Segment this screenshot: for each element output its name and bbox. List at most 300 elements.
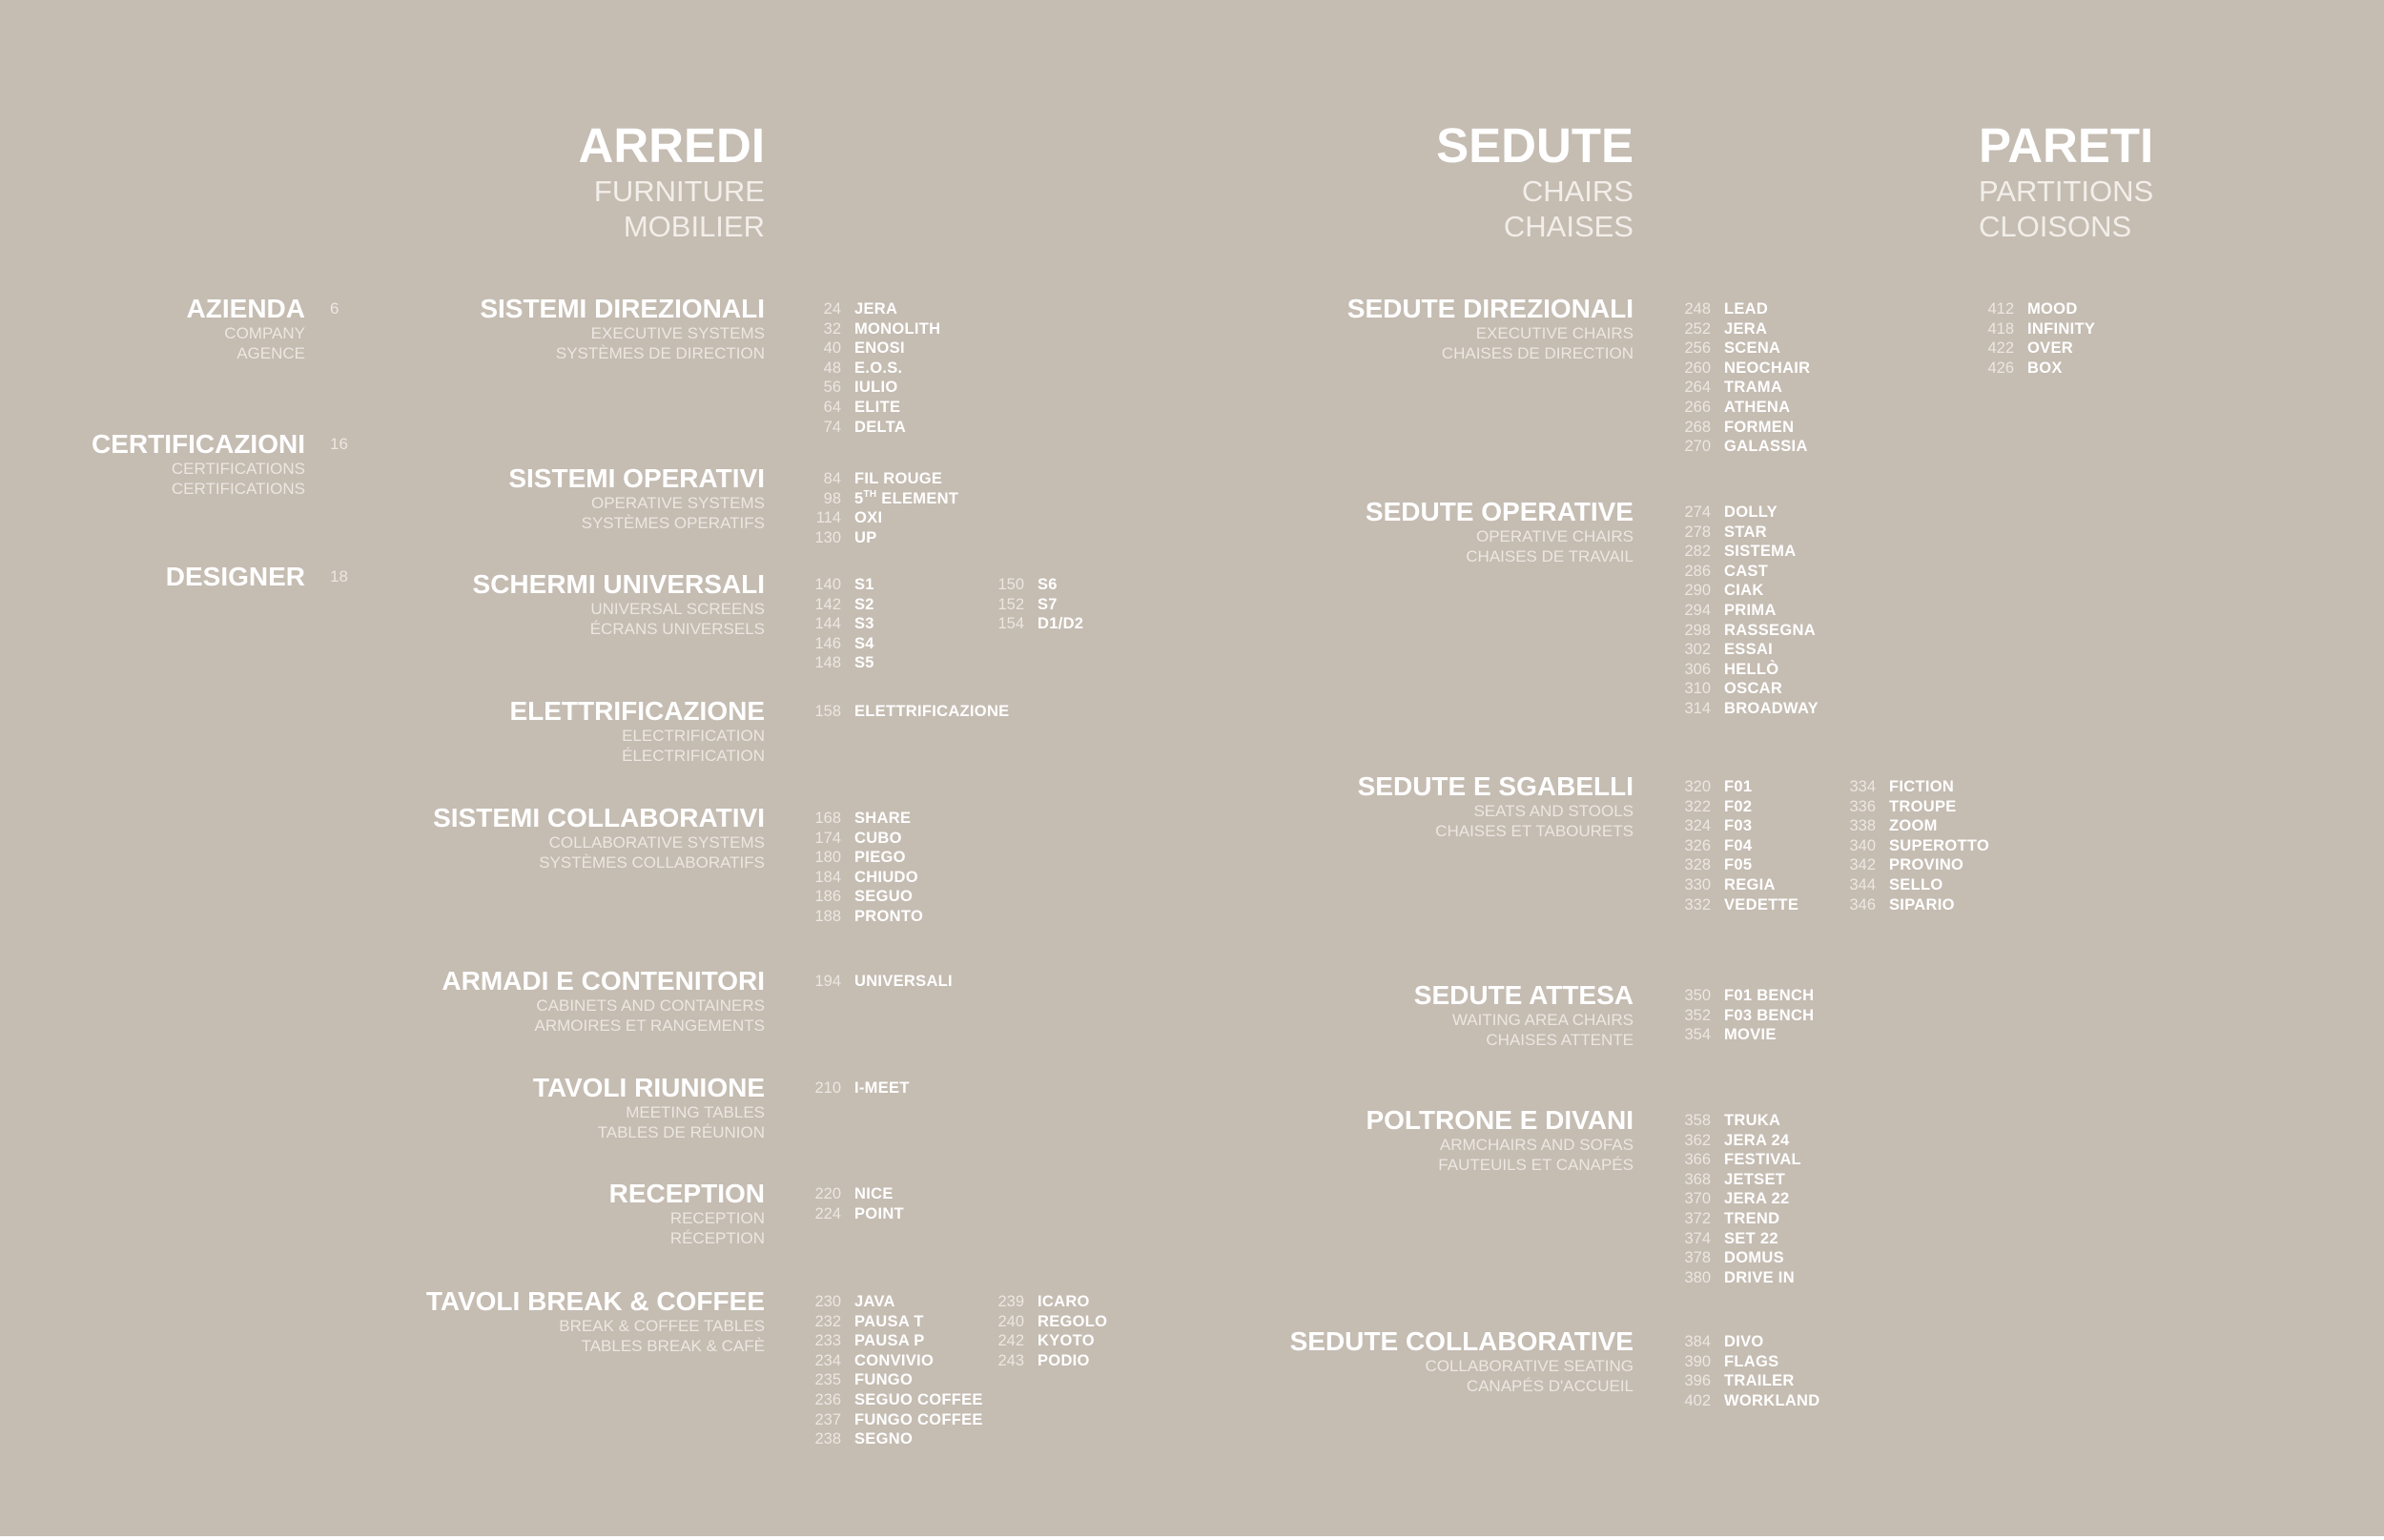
item-name: OSCAR	[1724, 680, 1783, 698]
list-item[interactable]	[1671, 1371, 1819, 1391]
item-name: MOOD	[2027, 300, 2078, 318]
list-reception	[801, 1184, 904, 1223]
section-sedute-direzionali[interactable]	[1347, 295, 1634, 363]
item-name: KYOTO	[1038, 1332, 1095, 1350]
item-name: ELETTRIFICAZIONE	[854, 703, 1010, 720]
item-name: DRIVE IN	[1724, 1268, 1795, 1286]
item-name: S2	[854, 595, 874, 613]
section-elettrificazione[interactable]	[509, 697, 765, 766]
section-sub-en: BREAK & COFFEE TABLES	[559, 1317, 765, 1335]
item-name: PRONTO	[854, 907, 924, 925]
section-title: DESIGNER	[165, 562, 305, 591]
list-item[interactable]	[1671, 1352, 1819, 1372]
item-name: PODIO	[1038, 1351, 1090, 1369]
list-sedute-operative	[1671, 503, 1819, 719]
list-item[interactable]	[1671, 319, 1810, 339]
item-page-number: 168	[814, 810, 841, 827]
item-name: I-MEET	[854, 1079, 910, 1097]
list-item[interactable]	[1671, 679, 1819, 699]
section-sedute-collaborative[interactable]	[1290, 1327, 1634, 1396]
list-poltrone-divani	[1671, 1111, 1801, 1287]
item-page-number: 338	[1849, 817, 1876, 835]
section-sistemi-collaborativi[interactable]	[433, 804, 765, 873]
item-name: S3	[854, 615, 874, 633]
item-page-number: 298	[1684, 621, 1711, 639]
item-name: INFINITY	[2027, 319, 2096, 338]
header-arredi-en: FURNITURE	[593, 175, 765, 208]
list-item[interactable]	[801, 528, 958, 548]
list-item[interactable]	[801, 868, 923, 888]
list-item[interactable]	[1671, 1332, 1819, 1352]
list-item[interactable]	[801, 1370, 983, 1390]
list-item[interactable]	[1671, 1391, 1819, 1411]
section-reception[interactable]	[609, 1180, 765, 1248]
list-item[interactable]	[1671, 797, 1798, 817]
item-name: MOVIE	[1724, 1026, 1777, 1044]
item-name: VEDETTE	[1724, 895, 1799, 914]
list-item[interactable]	[1671, 398, 1810, 418]
item-page-number: 237	[814, 1410, 841, 1428]
item-page-number: 340	[1849, 836, 1876, 854]
list-item[interactable]	[1974, 299, 2095, 319]
list-item[interactable]	[801, 1410, 983, 1430]
list-item[interactable]	[1974, 319, 2095, 339]
list-item[interactable]	[801, 299, 940, 319]
list-item[interactable]	[1671, 542, 1819, 562]
section-sub-fr: CHAISES DE TRAVAIL	[1466, 547, 1634, 565]
section-sub-en: UNIVERSAL SCREENS	[590, 600, 765, 618]
section-sub-en: ARMCHAIRS AND SOFAS	[1439, 1136, 1634, 1154]
item-name: BOX	[2027, 359, 2063, 377]
item-name: SCENA	[1724, 339, 1781, 358]
list-item[interactable]	[984, 1351, 1107, 1371]
list-item[interactable]	[801, 575, 874, 595]
item-name: TREND	[1724, 1209, 1780, 1227]
item-name: ELITE	[854, 398, 901, 416]
section-poltrone-divani[interactable]	[1366, 1106, 1634, 1175]
item-page-number: 152	[997, 595, 1024, 613]
item-page-number: 346	[1849, 895, 1876, 914]
item-page-number: 266	[1684, 398, 1711, 416]
section-certificazioni[interactable]	[92, 430, 305, 499]
header-arredi-title: ARREDI	[578, 118, 765, 173]
item-name: RASSEGNA	[1724, 621, 1816, 639]
item-page-number: 334	[1849, 778, 1876, 795]
item-page-number: 328	[1684, 856, 1711, 874]
list-item[interactable]	[984, 595, 1083, 615]
item-page-number: 236	[814, 1390, 841, 1408]
item-page-number: 368	[1684, 1170, 1711, 1188]
item-page-number: 426	[1987, 359, 2014, 377]
item-page-number: 380	[1684, 1268, 1711, 1286]
list-sedute-sgabelli	[1671, 777, 1798, 914]
section-title: SISTEMI DIREZIONALI	[480, 294, 765, 323]
section-title: ARMADI E CONTENITORI	[442, 966, 765, 996]
item-name: F01	[1724, 778, 1753, 795]
list-item[interactable]	[801, 634, 874, 654]
item-name: IULIO	[854, 379, 898, 397]
section-title: SISTEMI OPERATIVI	[508, 463, 765, 493]
item-name: DIVO	[1724, 1333, 1764, 1350]
item-name: PRIMA	[1724, 601, 1777, 619]
item-name: SEGUO COFFEE	[854, 1390, 983, 1408]
item-name: SIPARIO	[1889, 895, 1955, 914]
item-name: NICE	[854, 1185, 894, 1202]
list-item[interactable]	[801, 1292, 983, 1312]
section-sub-en: CABINETS AND CONTAINERS	[536, 996, 765, 1015]
item-page-number: 290	[1684, 582, 1711, 600]
list-item[interactable]	[1836, 777, 1989, 797]
list-item[interactable]	[1671, 836, 1798, 856]
item-name: CAST	[1724, 562, 1769, 580]
list-item[interactable]	[1671, 1268, 1801, 1288]
item-name: CUBO	[854, 829, 902, 847]
list-item[interactable]	[801, 489, 958, 509]
list-item[interactable]	[1671, 699, 1819, 719]
item-page-number: 234	[814, 1351, 841, 1369]
list-pareti	[1974, 299, 2095, 378]
section-sub-fr: ÉCRANS UNIVERSELS	[589, 620, 765, 638]
item-name: JERA	[854, 300, 898, 318]
list-item[interactable]	[1671, 895, 1798, 915]
item-page-number: 40	[823, 339, 841, 358]
section-armadi-contenitori[interactable]	[442, 967, 765, 1036]
list-item[interactable]	[984, 1331, 1107, 1351]
list-item[interactable]	[801, 359, 940, 379]
list-item[interactable]	[1671, 816, 1798, 836]
section-tavoli-riunione[interactable]	[533, 1074, 765, 1142]
list-item[interactable]	[801, 339, 940, 359]
item-page-number: 366	[1684, 1151, 1711, 1169]
list-item[interactable]	[1671, 1131, 1801, 1151]
item-page-number: 248	[1684, 300, 1711, 318]
item-page-number: 64	[823, 398, 841, 416]
list-item[interactable]	[801, 809, 923, 829]
list-item[interactable]	[1836, 836, 1989, 856]
section-sub-en: OPERATIVE SYSTEMS	[590, 494, 765, 512]
list-item[interactable]	[1974, 359, 2095, 379]
item-name: ATHENA	[1724, 398, 1791, 416]
item-page-number: 158	[814, 703, 841, 720]
item-name: REGOLO	[1038, 1312, 1108, 1330]
section-sedute-sgabelli[interactable]	[1358, 772, 1634, 841]
list-item[interactable]	[1671, 1150, 1801, 1170]
section-title: ELETTRIFICAZIONE	[509, 696, 765, 726]
list-item[interactable]	[801, 469, 958, 489]
item-page-number: 238	[814, 1430, 841, 1448]
list-sedute-sgabelli-2	[1836, 777, 1989, 914]
item-page-number: 372	[1684, 1209, 1711, 1227]
list-item[interactable]	[984, 575, 1083, 595]
list-item[interactable]	[1671, 777, 1798, 797]
list-sistemi-direzionali	[801, 299, 940, 437]
list-item[interactable]	[1671, 986, 1814, 1006]
section-sub-en: COLLABORATIVE SYSTEMS	[548, 833, 765, 852]
list-item[interactable]	[1671, 359, 1810, 379]
item-page-number: 282	[1684, 543, 1711, 561]
item-page-number: 148	[814, 654, 841, 672]
item-name: PIEGO	[854, 849, 906, 867]
list-item[interactable]	[801, 418, 940, 438]
header-arredi-fr: MOBILIER	[623, 210, 765, 243]
list-item[interactable]	[801, 1184, 904, 1204]
list-item[interactable]	[801, 907, 923, 927]
list-item[interactable]	[984, 1312, 1107, 1332]
list-item[interactable]	[1671, 418, 1810, 438]
item-name: UP	[854, 528, 877, 546]
item-name: CHIUDO	[854, 868, 918, 886]
list-item[interactable]	[801, 848, 923, 868]
item-page-number: 378	[1684, 1249, 1711, 1267]
list-item[interactable]	[801, 398, 940, 418]
header-sedute	[1436, 118, 1634, 244]
section-sub-fr: CHAISES ET TABOURETS	[1435, 822, 1634, 840]
section-title: SEDUTE COLLABORATIVE	[1289, 1326, 1634, 1356]
list-item[interactable]	[1836, 855, 1989, 875]
section-sedute-attesa[interactable]	[1414, 981, 1634, 1050]
list-item[interactable]	[801, 595, 874, 615]
item-page-number: 48	[823, 359, 841, 377]
list-item[interactable]	[1671, 1006, 1814, 1026]
item-name: JERA 24	[1724, 1131, 1790, 1149]
list-item[interactable]	[801, 1390, 983, 1410]
item-name: POINT	[854, 1204, 904, 1222]
section-sistemi-direzionali[interactable]	[480, 295, 765, 363]
item-name: SEGNO	[854, 1430, 914, 1448]
item-name: TRAILER	[1724, 1372, 1795, 1390]
item-page-number: 342	[1849, 856, 1876, 874]
item-page-number: 418	[1987, 319, 2014, 338]
item-page-number: 194	[814, 973, 841, 990]
section-sub-en: EXECUTIVE CHAIRS	[1475, 324, 1634, 342]
section-sub-fr: AGENCE	[236, 344, 305, 362]
item-page-number: 332	[1684, 895, 1711, 914]
list-item[interactable]	[1836, 875, 1989, 895]
header-sedute-fr: CHAISES	[1503, 210, 1634, 243]
list-item[interactable]	[801, 1351, 983, 1371]
list-item[interactable]	[801, 887, 923, 907]
item-page-number: 114	[815, 509, 841, 527]
page-number: 6	[330, 299, 339, 318]
list-item[interactable]	[801, 1078, 910, 1099]
list-schermi-universali-2	[984, 575, 1083, 634]
item-name: REGIA	[1724, 875, 1776, 893]
list-tavoli-riunione	[801, 1078, 910, 1099]
list-tavoli-break-coffee-2	[984, 1292, 1107, 1370]
item-page-number: 354	[1684, 1026, 1711, 1044]
header-pareti	[1979, 118, 2153, 244]
item-name: JERA	[1724, 319, 1768, 338]
header-pareti-en: PARTITIONS	[1979, 175, 2154, 208]
list-tavoli-break-coffee	[801, 1292, 983, 1449]
item-page-number: 84	[823, 470, 841, 487]
item-page-number: 374	[1684, 1229, 1711, 1247]
list-item[interactable]	[801, 319, 940, 339]
list-item[interactable]	[1671, 1189, 1801, 1209]
item-name: F03	[1724, 817, 1753, 835]
item-name: PAUSA T	[854, 1312, 924, 1330]
list-item[interactable]	[1671, 621, 1819, 641]
list-item[interactable]	[1671, 1229, 1801, 1249]
item-name: WORKLAND	[1724, 1391, 1820, 1409]
item-name: FUNGO COFFEE	[854, 1410, 983, 1428]
list-item[interactable]	[801, 1204, 904, 1224]
list-item[interactable]	[801, 1312, 983, 1332]
list-armadi-contenitori	[801, 972, 953, 992]
list-item[interactable]	[801, 702, 1009, 722]
list-item[interactable]	[801, 378, 940, 398]
section-sub-en: OPERATIVE CHAIRS	[1476, 527, 1634, 545]
item-page-number: 320	[1684, 778, 1711, 795]
list-item[interactable]	[1671, 1170, 1801, 1190]
section-title: SEDUTE OPERATIVE	[1365, 497, 1634, 526]
item-name: CONVIVIO	[854, 1351, 935, 1369]
item-page-number: 314	[1684, 699, 1711, 717]
item-page-number: 322	[1684, 797, 1711, 815]
item-page-number: 344	[1849, 875, 1876, 893]
item-name: SELLO	[1889, 875, 1943, 893]
list-item[interactable]	[801, 614, 874, 634]
item-page-number: 32	[823, 319, 841, 338]
section-sistemi-operativi[interactable]	[508, 464, 765, 533]
item-name: FORMEN	[1724, 418, 1795, 436]
item-name: S6	[1038, 576, 1058, 593]
list-item[interactable]	[1836, 895, 1989, 915]
list-item[interactable]	[1671, 855, 1798, 875]
item-name: FESTIVAL	[1724, 1151, 1801, 1169]
item-name: D1/D2	[1038, 615, 1084, 633]
item-name: F05	[1724, 856, 1753, 874]
header-pareti-title: PARETI	[1979, 118, 2154, 173]
section-sub-fr: RÉCEPTION	[669, 1229, 765, 1247]
list-item[interactable]	[1671, 875, 1798, 895]
list-item[interactable]	[1671, 601, 1819, 621]
item-name: SET 22	[1724, 1229, 1778, 1247]
item-name: OVER	[2027, 339, 2073, 358]
item-name: S1	[854, 576, 874, 593]
list-item[interactable]	[801, 653, 874, 673]
item-name: GALASSIA	[1724, 438, 1808, 456]
list-item[interactable]	[1671, 1209, 1801, 1229]
list-item[interactable]	[1671, 437, 1810, 457]
list-item[interactable]	[1671, 1025, 1814, 1045]
item-page-number: 396	[1684, 1372, 1711, 1390]
item-page-number: 264	[1684, 379, 1711, 397]
list-item[interactable]	[1671, 1248, 1801, 1268]
item-name: SISTEMA	[1724, 543, 1797, 561]
list-item[interactable]	[1974, 339, 2095, 359]
list-item[interactable]	[801, 829, 923, 849]
item-page-number: 370	[1684, 1190, 1711, 1208]
item-page-number: 268	[1684, 418, 1711, 436]
section-sub-fr: TABLES DE RÉUNION	[597, 1123, 765, 1141]
list-item[interactable]	[984, 614, 1083, 634]
section-designer[interactable]	[166, 563, 305, 591]
item-page-number: 390	[1684, 1352, 1711, 1370]
item-page-number: 98	[823, 489, 841, 507]
list-sistemi-collaborativi	[801, 809, 923, 927]
item-page-number: 146	[814, 634, 841, 652]
list-item[interactable]	[1671, 299, 1810, 319]
list-item[interactable]	[1671, 562, 1819, 582]
section-sub-fr: FAUTEUILS ET CANAPÉS	[1438, 1156, 1634, 1174]
item-page-number: 256	[1684, 339, 1711, 358]
item-page-number: 330	[1684, 875, 1711, 893]
item-name: F01 BENCH	[1724, 987, 1815, 1004]
list-item[interactable]	[1671, 640, 1819, 660]
item-name: PROVINO	[1889, 856, 1964, 874]
item-name: DELTA	[854, 418, 907, 436]
list-item[interactable]	[1671, 660, 1819, 680]
item-name: OXI	[854, 509, 883, 527]
section-title: RECEPTION	[608, 1179, 765, 1208]
section-sub-fr: CERTIFICATIONS	[171, 480, 305, 498]
item-page-number: 230	[814, 1293, 841, 1310]
section-title: SEDUTE E SGABELLI	[1357, 771, 1634, 801]
section-schermi-universali[interactable]	[473, 570, 765, 639]
list-item[interactable]	[801, 972, 953, 992]
section-sub-en: MEETING TABLES	[626, 1103, 765, 1121]
item-page-number: 326	[1684, 836, 1711, 854]
list-item[interactable]	[1836, 816, 1989, 836]
item-page-number: 306	[1684, 660, 1711, 678]
item-page-number: 243	[997, 1351, 1024, 1369]
list-item[interactable]	[1671, 339, 1810, 359]
item-page-number: 286	[1684, 562, 1711, 580]
list-item[interactable]	[1671, 378, 1810, 398]
item-name: E.O.S.	[854, 359, 903, 377]
section-title: TAVOLI RIUNIONE	[532, 1073, 765, 1102]
section-sub-en: EXECUTIVE SYSTEMS	[590, 324, 765, 342]
list-item[interactable]	[1671, 581, 1819, 601]
list-item[interactable]	[1671, 503, 1819, 523]
list-item[interactable]	[1671, 1111, 1801, 1131]
item-name: ESSAI	[1724, 641, 1774, 659]
item-page-number: 412	[1987, 300, 2014, 318]
item-name: NEOCHAIR	[1724, 359, 1811, 377]
section-sub-en: ELECTRIFICATION	[622, 727, 765, 745]
item-name: STAR	[1724, 523, 1767, 541]
item-page-number: 142	[814, 595, 841, 613]
section-sub-fr: ARMOIRES ET RANGEMENTS	[534, 1016, 765, 1035]
list-schermi-universali	[801, 575, 874, 673]
item-name: FICTION	[1889, 778, 1955, 795]
item-name: JETSET	[1724, 1170, 1786, 1188]
page-number: 16	[330, 435, 348, 453]
list-item[interactable]	[801, 1429, 983, 1449]
item-name: DOLLY	[1724, 503, 1778, 521]
section-sub-fr: SYSTÈMES COLLABORATIFS	[539, 853, 765, 872]
item-page-number: 402	[1684, 1391, 1711, 1409]
section-sub-fr: CANAPÉS D'ACCUEIL	[1466, 1377, 1634, 1395]
item-name: S4	[854, 634, 874, 652]
item-page-number: 140	[814, 576, 841, 593]
item-page-number: 224	[814, 1204, 841, 1222]
list-item[interactable]	[801, 508, 958, 528]
section-title: AZIENDA	[186, 294, 305, 323]
list-elettrificazione	[801, 702, 1009, 722]
section-tavoli-break-coffee[interactable]	[426, 1287, 765, 1356]
item-page-number: 220	[814, 1185, 841, 1202]
list-item[interactable]	[984, 1292, 1107, 1312]
item-page-number: 350	[1684, 987, 1711, 1004]
section-sedute-operative[interactable]	[1366, 498, 1634, 566]
section-azienda[interactable]	[187, 295, 305, 363]
list-item[interactable]	[801, 1331, 983, 1351]
section-sub-fr: ÉLECTRIFICATION	[622, 747, 765, 765]
list-item[interactable]	[1671, 523, 1819, 543]
list-item[interactable]	[1836, 797, 1989, 817]
